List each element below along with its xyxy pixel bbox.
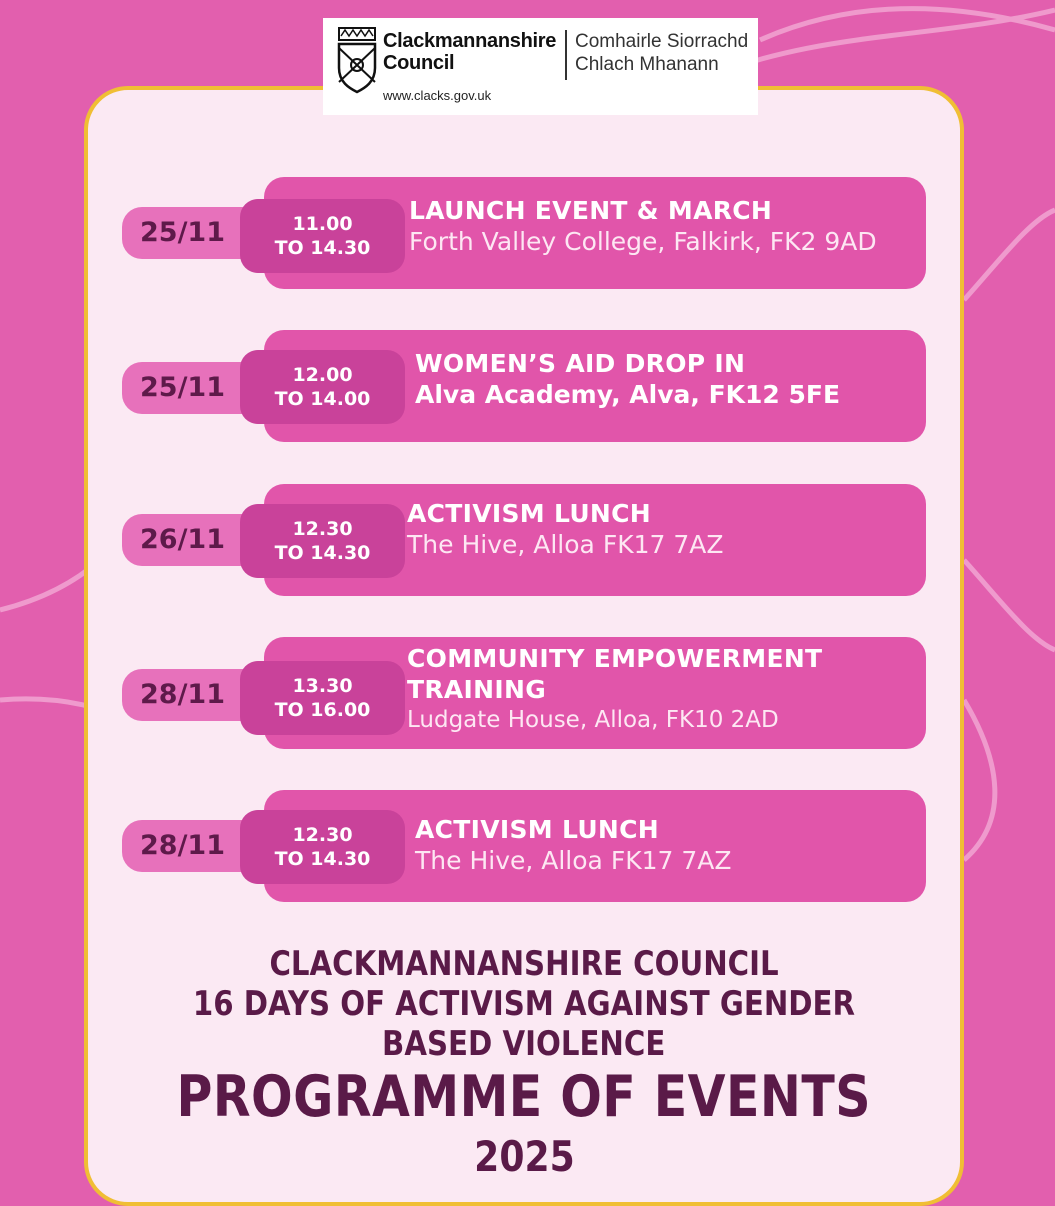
time-pill: [240, 504, 405, 578]
logo-name-english-line1: Clackmannanshire: [383, 30, 557, 52]
event-row: [122, 637, 926, 749]
event-location: Ludgate House, Alloa, FK10 2AD: [407, 707, 779, 733]
event-location: The Hive, Alloa FK17 7AZ: [407, 530, 724, 559]
time-end: TO 14.30: [274, 237, 371, 259]
footer-line-2-text: 16 DAYS OF ACTIVISM AGAINST GENDER: [192, 984, 856, 1024]
logo-url: www.clacks.gov.uk: [383, 88, 492, 103]
time-start: 12.00: [292, 364, 353, 386]
event-info: [409, 195, 877, 258]
event-date: 28/11: [140, 679, 226, 710]
footer-line-3: [84, 1024, 964, 1064]
event-date: 25/11: [140, 217, 226, 248]
time-pill: [240, 350, 405, 424]
time-start: 12.30: [292, 518, 353, 540]
event-title: ACTIVISM LUNCH: [407, 499, 652, 528]
time-start: 12.30: [292, 824, 353, 846]
footer-line-3-text: BASED VIOLENCE: [382, 1024, 666, 1064]
event-title: ACTIVISM LUNCH: [415, 815, 660, 844]
event-row: [122, 330, 926, 442]
event-date: 25/11: [140, 372, 226, 403]
time-end: TO 14.00: [274, 388, 371, 410]
council-crest-icon: [335, 26, 379, 94]
event-row: [122, 790, 926, 902]
event-title-line2: TRAINING: [407, 675, 547, 704]
programme-headline: [84, 1064, 964, 1130]
logo-name-gaelic-line2: Chlach Mhanann: [575, 54, 719, 75]
event-info: [407, 498, 723, 561]
event-title: COMMUNITY EMPOWERMENT: [407, 644, 823, 673]
programme-headline-text: PROGRAMME OF EVENTS: [176, 1064, 872, 1130]
event-row: [122, 177, 926, 289]
event-info: [407, 643, 822, 735]
programme-year-text: 2025: [473, 1132, 575, 1181]
logo-name-gaelic: [575, 30, 755, 76]
event-date: 28/11: [140, 830, 226, 861]
event-location: Forth Valley College, Falkirk, FK2 9AD: [409, 227, 877, 256]
event-date: 26/11: [140, 524, 226, 555]
event-info: [415, 814, 731, 877]
logo-name-english: [383, 30, 559, 74]
programme-year: [84, 1134, 964, 1180]
footer-line-2: [84, 984, 964, 1024]
footer-line-1-text: CLACKMANNANSHIRE COUNCIL: [269, 944, 779, 984]
event-info: [415, 348, 840, 411]
council-logo: [323, 18, 758, 115]
event-location: The Hive, Alloa FK17 7AZ: [415, 846, 732, 875]
time-start: 13.30: [292, 675, 353, 697]
logo-divider: [565, 30, 567, 80]
time-end: TO 14.30: [274, 848, 371, 870]
time-pill: [240, 810, 405, 884]
event-row: [122, 484, 926, 596]
time-end: TO 14.30: [274, 542, 371, 564]
time-end: TO 16.00: [274, 699, 371, 721]
time-start: 11.00: [292, 213, 353, 235]
event-location: Alva Academy, Alva, FK12 5FE: [415, 380, 841, 409]
footer-line-1: [84, 944, 964, 984]
event-title: LAUNCH EVENT & MARCH: [409, 196, 773, 225]
logo-name-english-line2: Council: [383, 52, 455, 74]
time-pill: [240, 661, 405, 735]
time-pill: [240, 199, 405, 273]
event-title: WOMEN’S AID DROP IN: [415, 349, 746, 378]
logo-name-gaelic-line1: Comhairle Siorrachd: [575, 31, 749, 52]
